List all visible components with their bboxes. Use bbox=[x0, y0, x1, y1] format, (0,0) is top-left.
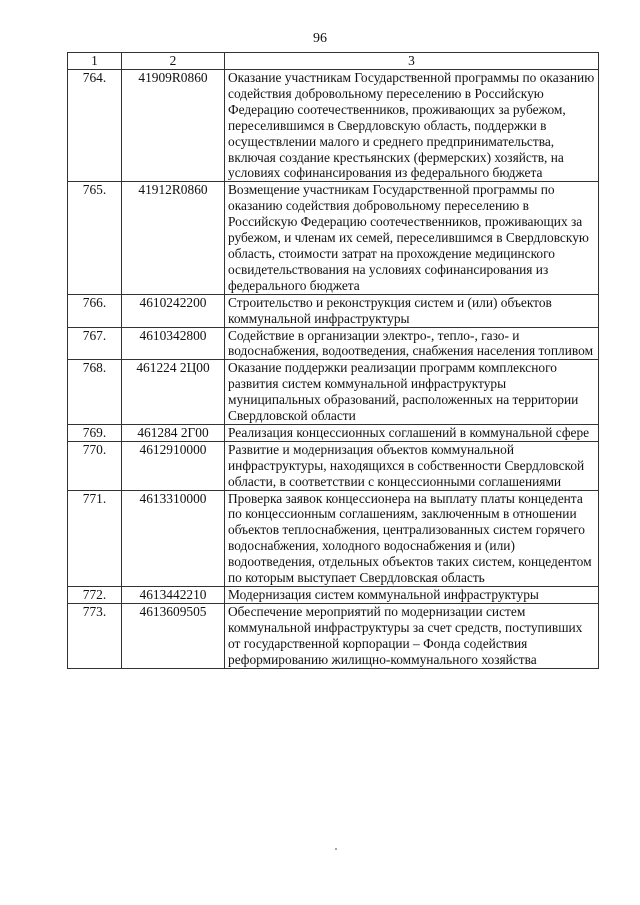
row-code-cell: 4612910000 bbox=[122, 441, 225, 490]
table-row bbox=[68, 182, 599, 294]
row-number-cell: 766. bbox=[68, 294, 122, 327]
table-row bbox=[68, 587, 599, 604]
row-description-cell: Модернизация систем коммунальной инфраструктуры bbox=[225, 587, 599, 604]
table-row bbox=[68, 360, 599, 425]
column-header-number: 1 bbox=[68, 53, 122, 70]
row-code-cell: 4613310000 bbox=[122, 490, 225, 586]
table-row bbox=[68, 441, 599, 490]
row-code-cell: 4613442210 bbox=[122, 587, 225, 604]
row-description-cell: Обеспечение мероприятий по модернизации систем коммунальной инфраструктуры за счет средств, поступивших от государственной корпорации – Фонда содействия реформированию жилищно-коммунального хозяйства bbox=[225, 603, 599, 668]
row-description-cell: Развитие и модернизация объектов коммунальной инфраструктуры, находящихся в собственности Свердловской области, в соответствии с концессионными соглашениями bbox=[225, 441, 599, 490]
table-header-row bbox=[68, 53, 599, 70]
table-row bbox=[68, 490, 599, 586]
row-description-cell: Содействие в организации электро-, тепло-, газо- и водоснабжения, водоотведения, снабжения населения топливом bbox=[225, 327, 599, 360]
table-row bbox=[68, 603, 599, 668]
page-number: 96 bbox=[313, 31, 327, 46]
row-description-cell: Проверка заявок концессионера на выплату платы концедента по концессионным соглашениям, заключенным в отношении объектов теплоснабжения, централизованных систем горячего водоснабжения, холодного водоснабжения и (или) водоотведения, отдельных объектов таких систем, концедентом по которым выступает Свердловская область bbox=[225, 490, 599, 586]
row-number-cell: 768. bbox=[68, 360, 122, 425]
row-number-cell: 773. bbox=[68, 603, 122, 668]
row-code-cell: 4610342800 bbox=[122, 327, 225, 360]
row-number-cell: 764. bbox=[68, 70, 122, 182]
row-code-cell: 41909R0860 bbox=[122, 70, 225, 182]
row-number-cell: 765. bbox=[68, 182, 122, 294]
row-description-cell: Строительство и реконструкция систем и (или) объектов коммунальной инфраструктуры bbox=[225, 294, 599, 327]
row-description-cell: Реализация концессионных соглашений в коммунальной сфере bbox=[225, 424, 599, 441]
row-code-cell: 4613609505 bbox=[122, 603, 225, 668]
column-header-description: 3 bbox=[225, 53, 599, 70]
row-number-cell: 770. bbox=[68, 441, 122, 490]
column-header-code: 2 bbox=[122, 53, 225, 70]
row-code-cell: 4610242200 bbox=[122, 294, 225, 327]
row-description-cell: Возмещение участникам Государственной программы по оказанию содействия добровольному переселению в Российскую Федерацию соотечественников, проживающих за рубежом, и членам их семей, переселившимся в Свердловскую область, стоимости затрат на прохождение медицинского освидетельствования на условиях софинансирования из федерального бюджета bbox=[225, 182, 599, 294]
row-code-cell: 461224 2Ц00 bbox=[122, 360, 225, 425]
table-row bbox=[68, 424, 599, 441]
table-row bbox=[68, 327, 599, 360]
row-code-cell: 461284 2Г00 bbox=[122, 424, 225, 441]
row-description-cell: Оказание участникам Государственной программы по оказанию содействия добровольному переселению в Российскую Федерацию соотечественников, проживающих за рубежом, переселившимся в Свердловскую область, поддержки в осуществлении малого и среднего предпринимательства, включая создание крестьянских (фермерских) хозяйств, на условиях софинансирования из федерального бюджета bbox=[225, 70, 599, 182]
row-description-cell: Оказание поддержки реализации программ комплексного развития систем коммунальной инфраструктуры муниципальных образований, расположенных на территории Свердловской области bbox=[225, 360, 599, 425]
row-code-cell: 41912R0860 bbox=[122, 182, 225, 294]
row-number-cell: 771. bbox=[68, 490, 122, 586]
table-row bbox=[68, 294, 599, 327]
budget-classification-table bbox=[67, 52, 599, 669]
scan-speck bbox=[335, 848, 337, 850]
row-number-cell: 772. bbox=[68, 587, 122, 604]
row-number-cell: 767. bbox=[68, 327, 122, 360]
table-row bbox=[68, 70, 599, 182]
row-number-cell: 769. bbox=[68, 424, 122, 441]
